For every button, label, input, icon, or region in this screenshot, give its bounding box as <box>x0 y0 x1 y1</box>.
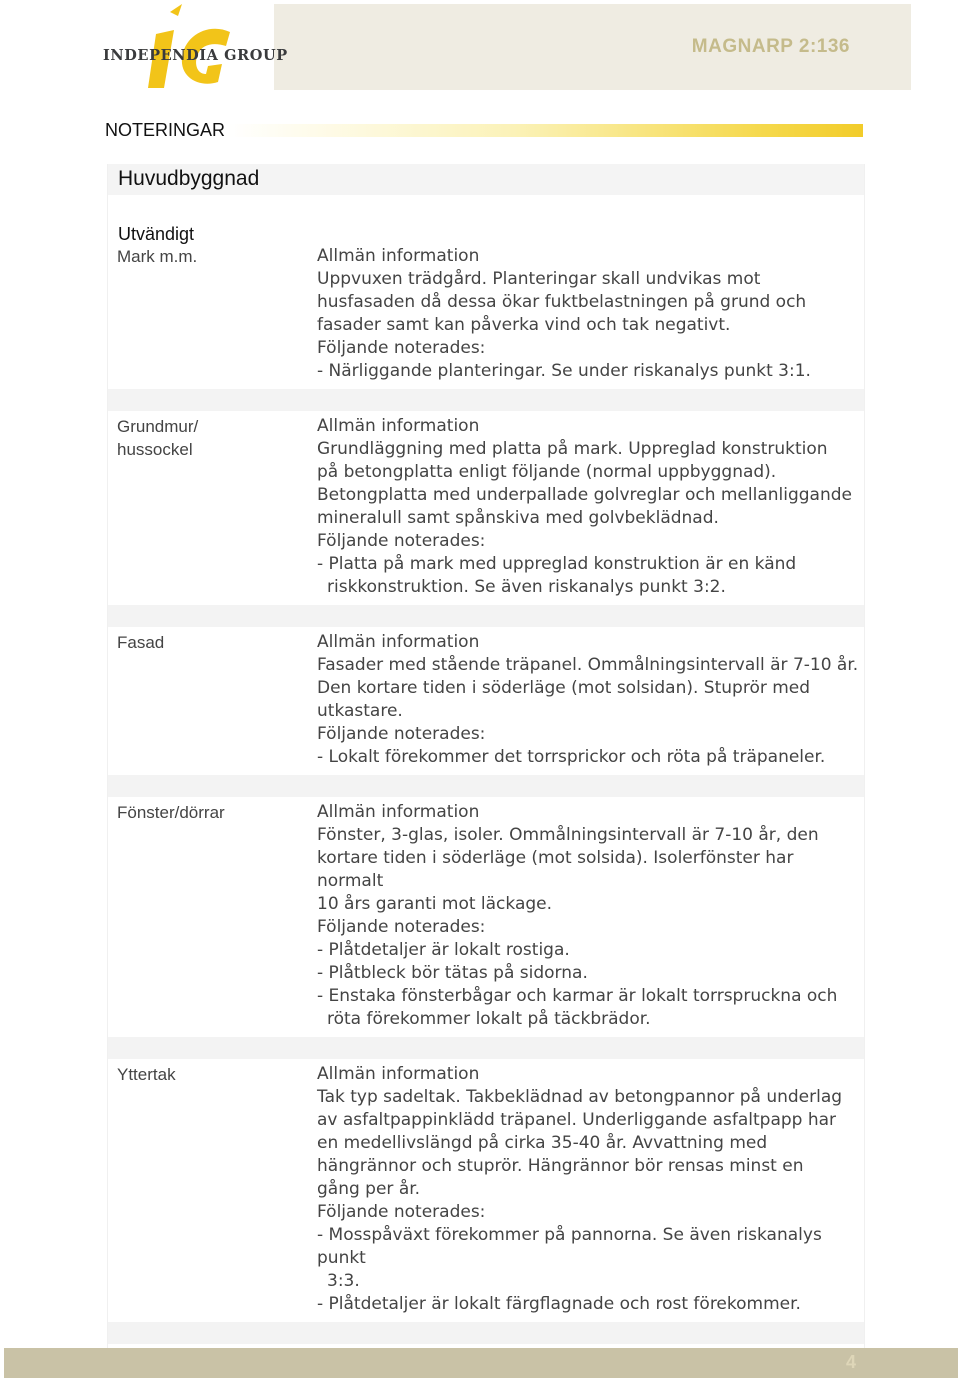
category-line: Yttertak <box>117 1065 176 1084</box>
note-section <box>108 415 864 599</box>
text-line: Allmän information <box>317 802 480 822</box>
text-line: Följande noterades: <box>317 724 486 744</box>
text-line: Fönster, 3-glas, isoler. Ommålningsintervall är 7-10 år, den <box>317 825 819 845</box>
category-line: Fasad <box>117 633 165 652</box>
category-line: Fönster/dörrar <box>117 803 225 822</box>
text-line: Fasader med stående träpanel. Ommålningsintervall är 7-10 år. <box>317 655 859 675</box>
text-line: - Närliggande planteringar. Se under riskanalys punkt 3:1. <box>317 361 811 381</box>
text-line: av asfaltpappinklädd träpanel. Underliggande asfaltpapp har <box>317 1110 837 1130</box>
spacer-row <box>108 195 864 223</box>
text-line: husfasaden då dessa ökar fuktbelastningen på grund och <box>317 292 807 312</box>
text-line: Följande noterades: <box>317 531 486 551</box>
text-line: Tak typ sadeltak. Takbeklädnad av betongpannor på underlag <box>317 1087 843 1107</box>
text-line: Allmän information <box>317 416 480 436</box>
text-line: - Plåtbleck bör tätas på sidorna. <box>317 963 588 983</box>
text-line: kortare tiden i söderläge (mot solsida). Isolerfönster har normalt <box>317 848 794 891</box>
text-line: Uppvuxen trädgård. Planteringar skall undvikas mot <box>317 269 761 289</box>
section-separator <box>108 1037 864 1059</box>
text-line: - Plåtdetaljer är lokalt rostiga. <box>317 940 570 960</box>
section-text <box>317 415 864 599</box>
text-line: riskkonstruktion. Se även riskanalys punkt 3:2. <box>327 577 726 597</box>
document-id: MAGNARP 2:136 <box>691 36 850 57</box>
text-line: Följande noterades: <box>317 338 486 358</box>
text-line: - Lokalt förekommer det torrsprickor och röta på träpaneler. <box>317 747 826 767</box>
category-line: Grundmur/ <box>117 417 199 436</box>
text-line: utkastare. <box>317 701 403 721</box>
text-line: - Mosspåväxt förekommer på pannorna. Se även riskanalys punkt <box>317 1225 822 1268</box>
section-category <box>108 245 317 383</box>
text-line: - Plåtdetaljer är lokalt färgflagnade och rost förekommer. <box>317 1294 801 1314</box>
text-line: en medellivslängd på cirka 35-40 år. Avvattning med <box>317 1133 768 1153</box>
text-line: - Enstaka fönsterbågar och karmar är lokalt torrspruckna och <box>317 986 838 1006</box>
text-line: Följande noterades: <box>317 1202 486 1222</box>
section-category <box>108 415 317 599</box>
text-line: röta förekommer lokalt på täckbrädor. <box>327 1009 651 1029</box>
section-separator <box>108 605 864 627</box>
note-section <box>108 801 864 1031</box>
logo-wordmark: INDEPENDIA GROUP <box>103 47 288 64</box>
text-line: Följande noterades: <box>317 917 486 937</box>
text-line: fasader samt kan påverka vind och tak negativt. <box>317 315 731 335</box>
section-category <box>108 801 317 1031</box>
sections-container <box>108 245 864 1344</box>
text-line: 3:3. <box>327 1271 360 1291</box>
text-line: Allmän information <box>317 1064 480 1084</box>
text-line: Grundläggning med platta på mark. Uppreglad konstruktion <box>317 439 828 459</box>
section-text <box>317 245 864 383</box>
text-line: hängrännor och stuprör. Hängrännor bör rensas minst en <box>317 1156 804 1176</box>
section-separator <box>108 775 864 797</box>
text-line: mineralull samt spånskiva med golvbeklädnad. <box>317 508 719 528</box>
page-number: 4 <box>845 1352 856 1372</box>
note-section <box>108 1063 864 1316</box>
section-text <box>317 1063 864 1316</box>
category-line: Mark m.m. <box>117 247 198 266</box>
title-accent-stripe <box>228 124 863 137</box>
notes-table <box>107 164 865 1378</box>
text-line: 10 års garanti mot läckage. <box>317 894 553 914</box>
text-line: - Platta på mark med uppreglad konstruktion är en känd <box>317 554 797 574</box>
section-text <box>317 631 864 769</box>
section-text <box>317 801 864 1031</box>
text-line: Allmän information <box>317 246 480 266</box>
note-section <box>108 631 864 769</box>
exterior-heading: Utvändigt <box>118 224 195 244</box>
ig-logo-icon <box>148 2 240 90</box>
text-line: gång per år. <box>317 1179 421 1199</box>
section-category <box>108 631 317 769</box>
text-line: på betongplatta enligt följande (normal uppbyggnad). <box>317 462 777 482</box>
note-section <box>108 245 864 383</box>
category-line: hussockel <box>117 440 193 459</box>
text-line: Allmän information <box>317 632 480 652</box>
section-category <box>108 1063 317 1316</box>
section-separator <box>108 1322 864 1344</box>
section-separator <box>108 389 864 411</box>
notes-title: NOTERINGAR <box>105 120 226 140</box>
footer-bar <box>4 1348 958 1378</box>
text-line: Betongplatta med underpallade golvreglar och mellanliggande <box>317 485 852 505</box>
text-line: Den kortare tiden i söderläge (mot solsidan). Stuprör med <box>317 678 811 698</box>
building-heading: Huvudbyggnad <box>108 164 864 195</box>
